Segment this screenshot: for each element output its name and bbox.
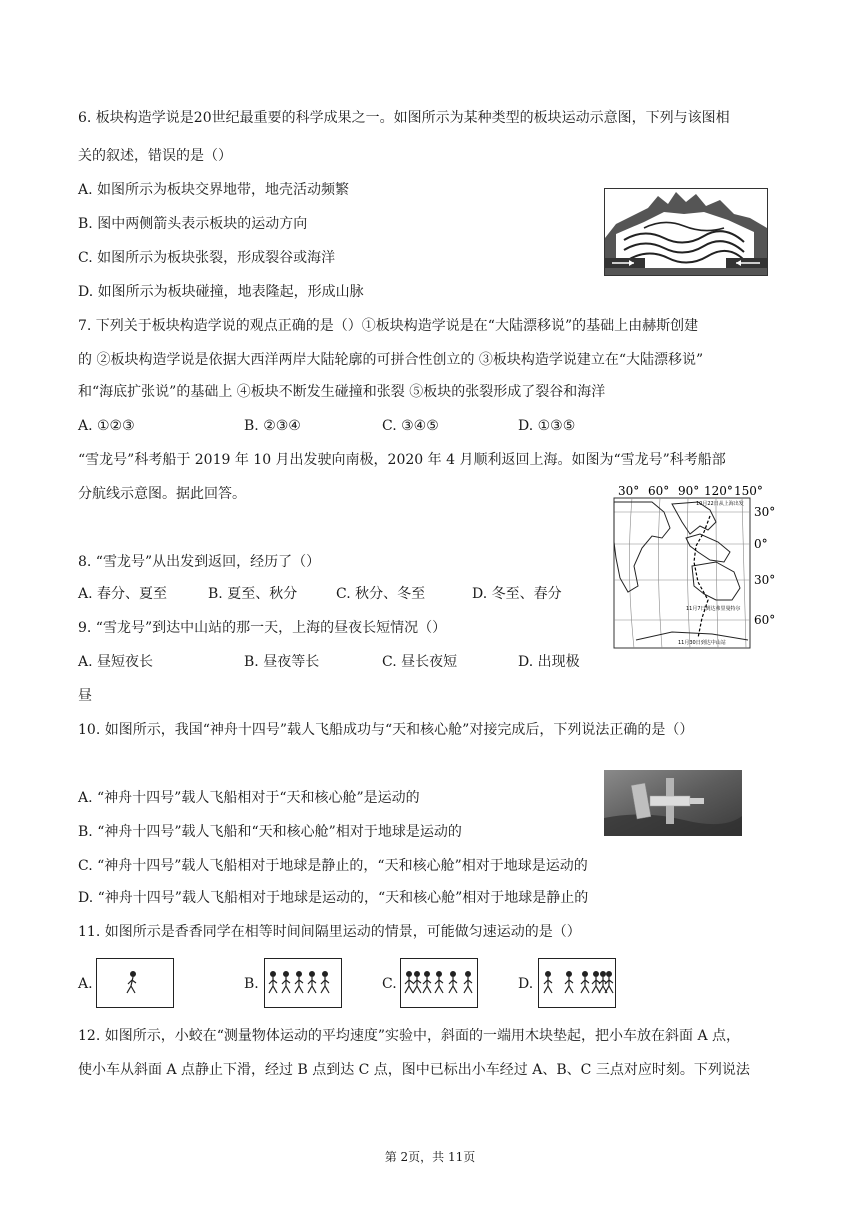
map-note-fremantle: 11月7日到达弗里曼特尔 bbox=[686, 606, 741, 612]
map-lat-label-30n: 30° bbox=[754, 505, 776, 519]
q6-stem-line1: 6. 板块构造学说是20世纪最重要的科学成果之一。如图所示为某种类型的板块运动示意图，下列与该图相 bbox=[78, 110, 730, 126]
q11-stem: 11. 如图所示是香香同学在相等时间间隔里运动的情景，可能做匀速运动的是（） bbox=[78, 924, 581, 940]
q6-stem-line2: 关的叙述，错误的是（） bbox=[78, 148, 232, 164]
q10-option-b: B. “神舟十四号”载人飞船和“天和核心舱”相对于地球是运动的 bbox=[78, 824, 462, 840]
q10-option-a: A. “神舟十四号”载人飞船相对于“天和核心舱”是运动的 bbox=[78, 790, 420, 806]
map-lat-label-0: 0° bbox=[754, 537, 768, 551]
map-lon-label-150: 150° bbox=[734, 484, 763, 498]
q11-option-d-label: D. bbox=[518, 976, 534, 992]
map-lon-label-30: 30° bbox=[618, 484, 640, 498]
map-note-zhongshan: 11月30日到达中山站 bbox=[678, 640, 726, 646]
map-lon-label-60: 60° bbox=[648, 484, 670, 498]
map-lon-label-90: 90° bbox=[678, 484, 700, 498]
q7-option-c: C. ③④⑤ bbox=[382, 418, 439, 434]
q12-stem-line2: 使小车从斜面 A 点静止下滑，经过 B 点到达 C 点，图中已标出小车经过 A、B、C 三点对应时刻。下列说法 bbox=[78, 1062, 750, 1078]
map-note-depart: 10月22日从上海出发 bbox=[696, 501, 744, 507]
q7-stem-line2: 的 ②板块构造学说是依据大西洋两岸大陆轮廓的可拼合性创立的 ③板块构造学说建立在“大陆漂移说” bbox=[78, 352, 704, 368]
q10-option-d: D. “神舟十四号”载人飞船相对于地球是运动的，“天和核心舱”相对于地球是静止的 bbox=[78, 890, 589, 906]
q7-option-a: A. ①②③ bbox=[78, 418, 135, 434]
walkers-even-spacing-icon bbox=[265, 959, 341, 1007]
q7-stem-line1: 7. 下列关于板块构造学说的观点正确的是（）①板块构造学说是在“大陆漂移说”的基础上由赫斯创建 bbox=[78, 318, 699, 334]
q9-stem: 9. “雪龙号”到达中山站的那一天，上海的昼夜长短情况（） bbox=[78, 620, 447, 636]
q11-option-d-figure bbox=[538, 958, 616, 1008]
q11-option-a-figure bbox=[96, 958, 174, 1008]
q6-option-b: B. 图中两侧箭头表示板块的运动方向 bbox=[78, 216, 308, 232]
page-footer: 第 2页，共 11页 bbox=[384, 1150, 476, 1164]
q8-option-b: B. 夏至、秋分 bbox=[208, 586, 298, 602]
q8-option-a: A. 春分、夏至 bbox=[78, 586, 168, 602]
map-lon-label-120: 120° bbox=[704, 484, 733, 498]
map-lat-label-30s: 30° bbox=[754, 573, 776, 587]
q9-option-c: C. 昼长夜短 bbox=[382, 654, 458, 670]
q7-option-d: D. ①③⑤ bbox=[518, 418, 576, 434]
q6-option-a: A. 如图所示为板块交界地带，地壳活动频繁 bbox=[78, 182, 350, 198]
q7-option-b: B. ②③④ bbox=[244, 418, 301, 434]
q11-option-c-label: C. bbox=[382, 976, 397, 992]
q9-option-d-continued: 昼 bbox=[78, 688, 92, 704]
q11-option-a-label: A. bbox=[78, 976, 93, 992]
q6-option-d: D. 如图所示为板块碰撞，地表隆起，形成山脉 bbox=[78, 284, 364, 300]
walkers-increasing-spacing-icon bbox=[401, 959, 477, 1007]
q11-option-b-figure bbox=[264, 958, 342, 1008]
q6-option-c: C. 如图所示为板块张裂，形成裂谷或海洋 bbox=[78, 250, 336, 266]
q9-option-b: B. 昼夜等长 bbox=[244, 654, 320, 670]
q8-stem: 8. “雪龙号”从出发到返回，经历了（） bbox=[78, 554, 321, 570]
q9-option-a: A. 昼短夜长 bbox=[78, 654, 154, 670]
plate-collision-figure bbox=[604, 188, 768, 276]
xuelong-route-map bbox=[612, 482, 780, 652]
q10-stem: 10. 如图所示，我国“神舟十四号”载人飞船成功与“天和核心舱”对接完成后，下列说法正确的是（） bbox=[78, 722, 694, 738]
map-lat-label-60s: 60° bbox=[754, 613, 776, 627]
walker-single-icon bbox=[97, 959, 173, 1007]
intro-line2: 分航线示意图。据此回答。 bbox=[78, 486, 246, 502]
q11-option-c-figure bbox=[400, 958, 478, 1008]
q12-stem-line1: 12. 如图所示，小蛟在“测量物体运动的平均速度”实验中，斜面的一端用木块垫起，把小车放在斜面 A 点， bbox=[78, 1028, 741, 1044]
walkers-decreasing-spacing-icon bbox=[539, 959, 615, 1007]
q8-option-d: D. 冬至、春分 bbox=[472, 586, 562, 602]
q9-option-d: D. 出现极 bbox=[518, 654, 580, 670]
q7-stem-line3: 和“海底扩张说”的基础上 ④板块不断发生碰撞和张裂 ⑤板块的张裂形成了裂谷和海洋 bbox=[78, 384, 606, 400]
intro-line1: “雪龙号”科考船于 2019 年 10 月出发驶向南极，2020 年 4 月顺利返回上海。如图为“雪龙号”科考船部 bbox=[78, 452, 726, 468]
q8-option-c: C. 秋分、冬至 bbox=[336, 586, 426, 602]
space-station-photo bbox=[604, 770, 742, 836]
q10-option-c: C. “神舟十四号”载人飞船相对于地球是静止的，“天和核心舱”相对于地球是运动的 bbox=[78, 858, 588, 874]
q11-option-b-label: B. bbox=[244, 976, 259, 992]
